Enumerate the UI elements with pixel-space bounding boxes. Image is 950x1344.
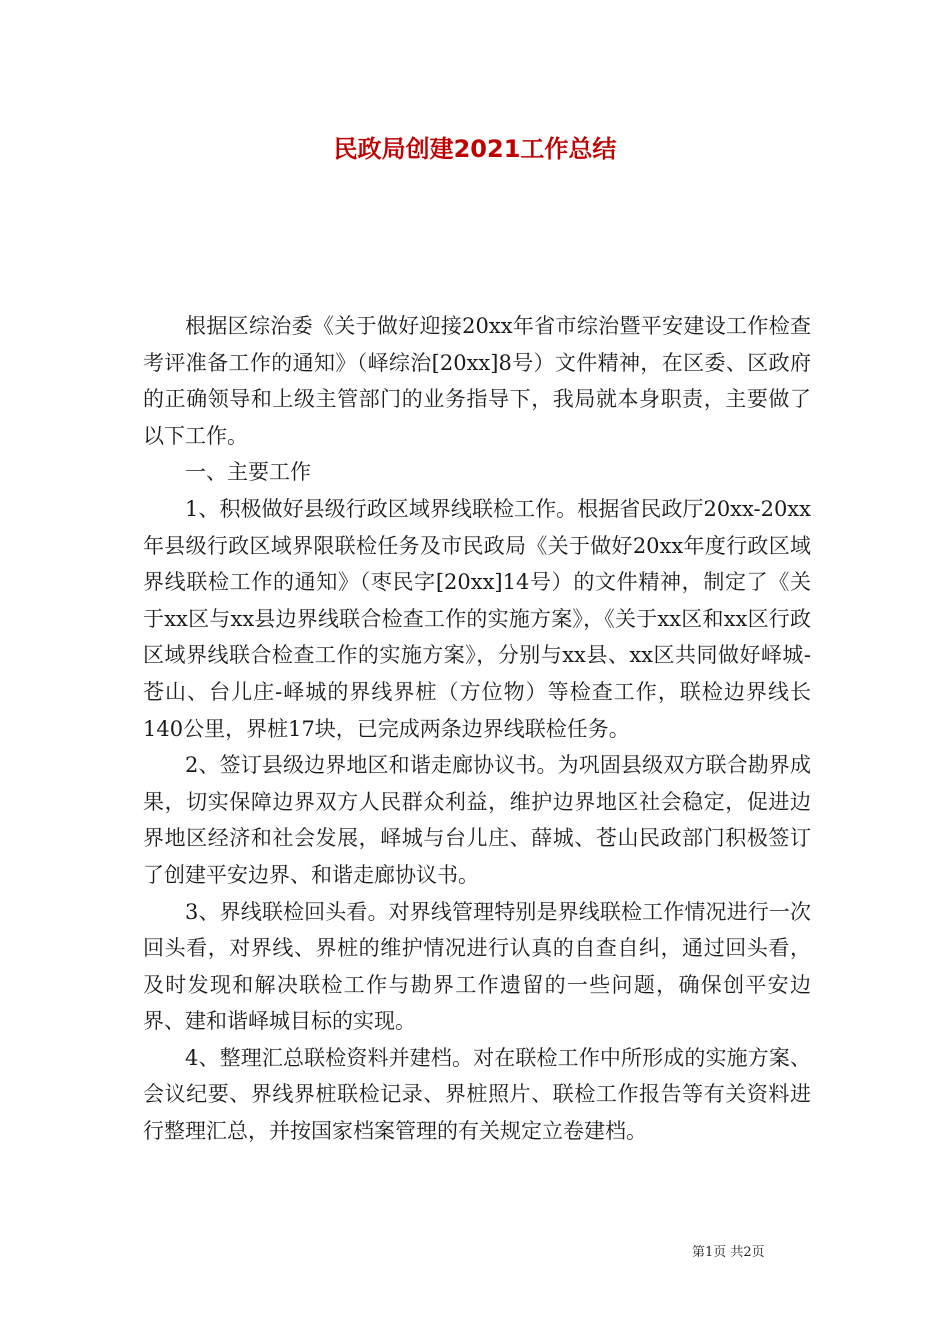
- document-title: 民政局创建2021工作总结: [333, 135, 617, 163]
- item-paragraph-1: 1、积极做好县级行政区域界线联检工作。根据省民政厅20xx-20xx年县级行政区域界限联检任务及市民政局《关于做好20xx年度行政区域界线联检工作的通知》（枣民字[20xx]14号）的文件精神，制定了《关于xx区与xx县边界线联合检查工作的实施方案》，《关于xx区和xx区行政区域界线联合检查工作的实施方案》，分别与xx县、xx区共同做好峄城-苍山、台儿庄-峄城的界线界桩（方位物）等检查工作，联检边界线长140公里，界桩17块，已完成两条边界线联检任务。: [143, 496, 811, 741]
- section-heading: 一、主要工作: [185, 460, 311, 485]
- item-paragraph-4: 4、整理汇总联检资料并建档。对在联检工作中所形成的实施方案、会议纪要、界线界桩联检记录、界桩照片、联检工作报告等有关资料进行整理汇总，并按国家档案管理的有关规定立卷建档。: [143, 1045, 811, 1144]
- intro-paragraph: 根据区综治委《关于做好迎接20xx年省市综治暨平安建设工作检查考评准备工作的通知》（峄综治[20xx]8号）文件精神，在区委、区政府的正确领导和上级主管部门的业务指导下，我局就本身职责，主要做了以下工作。: [143, 314, 811, 448]
- document-body: [143, 308, 811, 1150]
- page-indicator: 第1页 共2页: [692, 1245, 765, 1260]
- item-paragraph-2: 2、签订县级边界地区和谐走廊协议书。为巩固县级双方联合勘界成果，切实保障边界双方人民群众利益，维护边界地区社会稳定，促进边界地区经济和社会发展，峄城与台儿庄、薛城、苍山民政部门积极签订了创建平安边界、和谐走廊协议书。: [143, 753, 811, 887]
- item-paragraph-3: 3、界线联检回头看。对界线管理特别是界线联检工作情况进行一次回头看，对界线、界桩的维护情况进行认真的自查自纠，通过回头看，及时发现和解决联检工作与勘界工作遗留的一些问题，确保创平安边界、建和谐峄城目标的实现。: [143, 899, 811, 1034]
